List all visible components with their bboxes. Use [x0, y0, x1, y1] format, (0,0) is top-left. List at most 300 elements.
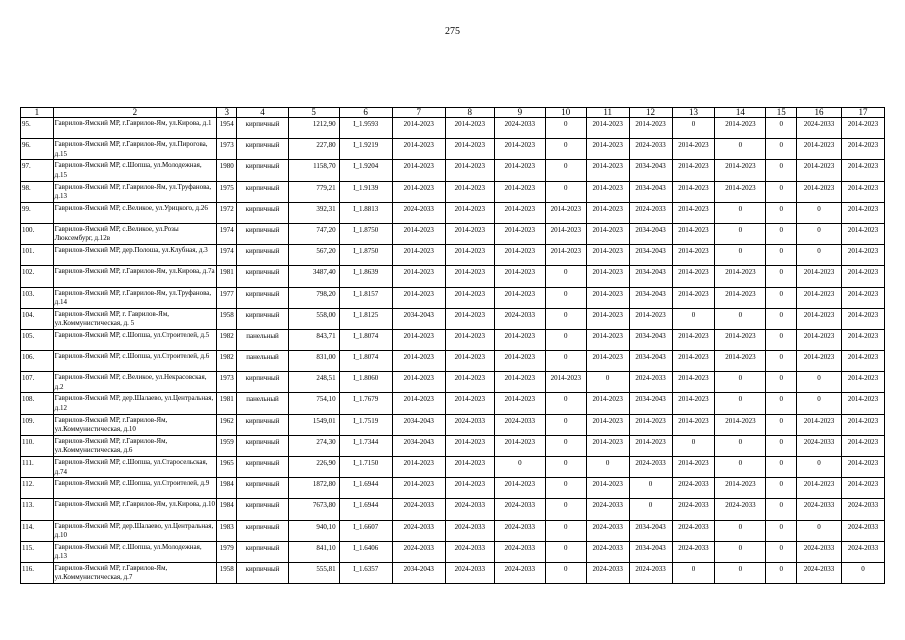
table-cell: Гаврилов-Ямский МР, с.Шопша, ул.Молодежная, д.13 [53, 541, 216, 562]
table-cell: 1962 [217, 414, 237, 435]
table-cell: 1982 [217, 329, 237, 350]
table-cell: кирпичный [237, 308, 288, 329]
table-cell: 2014-2023 [586, 329, 629, 350]
table-cell: Гаврилов-Ямский МР, г.Гаврилов-Ям, ул.Труфанова, д.13 [53, 181, 216, 202]
table-cell: 1982 [217, 351, 237, 372]
table-cell: I_1.7150 [339, 457, 392, 478]
table-cell: 2024-2033 [392, 520, 445, 541]
table-cell: 2024-2033 [629, 457, 672, 478]
table-cell: 2014-2023 [586, 245, 629, 266]
table-cell: 2034-2043 [392, 414, 445, 435]
table-row [21, 435, 885, 456]
table-cell: 2024-2033 [494, 414, 545, 435]
column-header: 7 [392, 108, 445, 118]
table-cell: 2014-2023 [797, 478, 842, 499]
table-cell: 2014-2023 [494, 202, 545, 223]
table-cell: 2014-2023 [392, 478, 445, 499]
table-cell: 1974 [217, 245, 237, 266]
table-cell: 0 [766, 541, 797, 562]
table-cell: 2014-2023 [797, 414, 842, 435]
table-row [21, 160, 885, 181]
table-cell: 2014-2023 [494, 139, 545, 160]
table-cell: 558,00 [288, 308, 339, 329]
table-row [21, 351, 885, 372]
table-cell: 2024-2033 [494, 118, 545, 139]
table-cell: 2024-2033 [586, 562, 629, 583]
table-cell: I_1.7519 [339, 414, 392, 435]
table-cell: I_1.6944 [339, 499, 392, 520]
table-cell: 0 [766, 118, 797, 139]
table-cell: Гаврилов-Ямский МР, с.Шопша, ул.Молодежная, д.15 [53, 160, 216, 181]
table-cell: 97. [21, 160, 54, 181]
table-cell: 841,10 [288, 541, 339, 562]
table-cell: 2014-2023 [445, 160, 494, 181]
table-cell: 0 [545, 351, 586, 372]
table-cell: 2014-2023 [494, 435, 545, 456]
column-header: 5 [288, 108, 339, 118]
table-cell: I_1.8639 [339, 266, 392, 287]
table-cell: I_1.8074 [339, 351, 392, 372]
table-row [21, 223, 885, 244]
column-header: 17 [842, 108, 885, 118]
table-cell: 116. [21, 562, 54, 583]
table-cell: 0 [766, 562, 797, 583]
table-cell: I_1.8125 [339, 308, 392, 329]
table-cell: 0 [766, 372, 797, 393]
table-cell: 2014-2023 [797, 266, 842, 287]
column-header: 16 [797, 108, 842, 118]
table-cell: 1212,90 [288, 118, 339, 139]
table-row [21, 287, 885, 308]
table-cell: 2014-2023 [715, 287, 766, 308]
table-cell: панельный [237, 351, 288, 372]
table-cell: I_1.6406 [339, 541, 392, 562]
table-cell: 2014-2023 [586, 118, 629, 139]
table-cell: панельный [237, 329, 288, 350]
table-cell: 2014-2023 [445, 266, 494, 287]
table-cell: I_1.8813 [339, 202, 392, 223]
table-cell: 2014-2023 [445, 181, 494, 202]
housing-table [20, 107, 885, 584]
table-cell: 2014-2023 [629, 308, 672, 329]
table-cell: 2014-2023 [392, 245, 445, 266]
table-cell: 99. [21, 202, 54, 223]
table-cell: 1972 [217, 202, 237, 223]
table-cell: панельный [237, 393, 288, 414]
table-cell: 2014-2023 [445, 435, 494, 456]
table-cell: 2014-2023 [842, 393, 885, 414]
column-header: 14 [715, 108, 766, 118]
table-cell: 2014-2023 [842, 435, 885, 456]
table-cell: кирпичный [237, 520, 288, 541]
table-cell: 2014-2023 [842, 118, 885, 139]
table-cell: 2014-2023 [445, 478, 494, 499]
table-cell: 2014-2023 [494, 351, 545, 372]
table-cell: 1872,80 [288, 478, 339, 499]
table-cell: кирпичный [237, 541, 288, 562]
table-cell: 2014-2023 [672, 223, 715, 244]
table-cell: 747,20 [288, 223, 339, 244]
table-cell: 0 [766, 245, 797, 266]
table-cell: 2014-2023 [672, 372, 715, 393]
table-row [21, 118, 885, 139]
table-cell: 2014-2023 [586, 308, 629, 329]
table-row [21, 266, 885, 287]
table-cell: 0 [545, 181, 586, 202]
table-cell: 0 [797, 457, 842, 478]
table-cell: 940,10 [288, 520, 339, 541]
table-cell: 2014-2023 [842, 139, 885, 160]
table-cell: Гаврилов-Ямский МР, г.Гаврилов-Ям, ул.Кирова, д.1 [53, 118, 216, 139]
table-cell: 2034-2043 [629, 520, 672, 541]
table-cell: 0 [766, 266, 797, 287]
table-cell: 2014-2023 [842, 202, 885, 223]
table-cell: 1984 [217, 478, 237, 499]
table-cell: 0 [766, 287, 797, 308]
table-cell: 831,00 [288, 351, 339, 372]
table-cell: 0 [545, 160, 586, 181]
table-row [21, 181, 885, 202]
table-cell: Гаврилов-Ямский МР, с.Великое, ул.Урицкого, д.26 [53, 202, 216, 223]
table-cell: 2014-2023 [842, 287, 885, 308]
table-cell: 7673,80 [288, 499, 339, 520]
table-cell: 2014-2023 [842, 478, 885, 499]
table-cell: 2034-2043 [629, 245, 672, 266]
table-cell: 2024-2033 [494, 541, 545, 562]
table-cell: 95. [21, 118, 54, 139]
table-cell: 2024-2033 [797, 541, 842, 562]
table-cell: 2024-2033 [672, 478, 715, 499]
table-cell: 0 [545, 393, 586, 414]
table-cell: 2034-2043 [629, 329, 672, 350]
table-cell: кирпичный [237, 118, 288, 139]
table-cell: 0 [715, 308, 766, 329]
table-cell: 2014-2023 [445, 372, 494, 393]
table-cell: 2014-2023 [797, 160, 842, 181]
table-cell: 2014-2023 [494, 329, 545, 350]
table-cell: 2014-2023 [392, 372, 445, 393]
table-cell: 2014-2023 [545, 202, 586, 223]
table-cell: 2034-2043 [629, 541, 672, 562]
table-cell: 0 [766, 160, 797, 181]
table-cell: кирпичный [237, 435, 288, 456]
table-cell: I_1.8074 [339, 329, 392, 350]
table-cell: Гаврилов-Ямский МР, г. Гаврилов-Ям, ул.Коммунистическая, д. 5 [53, 308, 216, 329]
table-cell: 2014-2023 [672, 393, 715, 414]
table-cell: 101. [21, 245, 54, 266]
table-cell: 2024-2033 [586, 541, 629, 562]
table-cell: 0 [672, 118, 715, 139]
table-cell: 0 [545, 457, 586, 478]
table-row [21, 562, 885, 583]
table-cell: кирпичный [237, 245, 288, 266]
table-cell: I_1.7344 [339, 435, 392, 456]
table-cell: 0 [545, 308, 586, 329]
column-header: 10 [545, 108, 586, 118]
table-cell: 2024-2033 [842, 520, 885, 541]
table-cell: 0 [715, 562, 766, 583]
table-cell: 2014-2023 [445, 118, 494, 139]
table-cell: 274,30 [288, 435, 339, 456]
table-cell: 113. [21, 499, 54, 520]
table-cell: 2014-2023 [672, 287, 715, 308]
table-cell: 555,81 [288, 562, 339, 583]
table-cell: 2024-2033 [797, 118, 842, 139]
table-cell: 1980 [217, 160, 237, 181]
table-cell: 2034-2043 [629, 181, 672, 202]
table-cell: 2014-2023 [445, 139, 494, 160]
table-cell: 0 [715, 372, 766, 393]
table-cell: 0 [797, 245, 842, 266]
table-cell: 2034-2043 [629, 266, 672, 287]
table-cell: 0 [545, 287, 586, 308]
table-cell: 2014-2023 [586, 266, 629, 287]
table-cell: 109. [21, 414, 54, 435]
table-cell: 2014-2023 [586, 478, 629, 499]
table-cell: Гаврилов-Ямский МР, с.Шопша, ул.Строителей, д.5 [53, 329, 216, 350]
table-cell: 2014-2023 [545, 372, 586, 393]
table-cell: 1977 [217, 287, 237, 308]
table-cell: 2024-2033 [629, 202, 672, 223]
table-cell: 0 [766, 414, 797, 435]
table-cell: 2014-2023 [842, 457, 885, 478]
table-row [21, 414, 885, 435]
table-cell: 0 [672, 562, 715, 583]
table-cell: 2014-2023 [629, 118, 672, 139]
table-row [21, 202, 885, 223]
table-cell: 2034-2043 [392, 435, 445, 456]
table-cell: 2014-2023 [842, 223, 885, 244]
table-cell: 2024-2033 [797, 499, 842, 520]
table-cell: 2014-2023 [672, 351, 715, 372]
table-cell: 2034-2043 [392, 562, 445, 583]
table-row [21, 245, 885, 266]
table-cell: 2014-2023 [715, 414, 766, 435]
table-cell: Гаврилов-Ямский МР, с.Шопша, ул.Старосельская, д.74 [53, 457, 216, 478]
table-cell: 2014-2023 [842, 160, 885, 181]
table-cell: I_1.9219 [339, 139, 392, 160]
table-cell: I_1.7679 [339, 393, 392, 414]
table-cell: 0 [672, 435, 715, 456]
table-cell: 2024-2033 [672, 541, 715, 562]
table-cell: 2024-2033 [797, 435, 842, 456]
table-cell: 1981 [217, 266, 237, 287]
table-cell: 103. [21, 287, 54, 308]
table-cell: 2014-2023 [445, 202, 494, 223]
table-cell: 1984 [217, 499, 237, 520]
table-cell: 2014-2023 [494, 160, 545, 181]
table-cell: 111. [21, 457, 54, 478]
table-cell: 1958 [217, 562, 237, 583]
table-cell: 2014-2023 [842, 308, 885, 329]
table-cell: 226,90 [288, 457, 339, 478]
table-cell: 112. [21, 478, 54, 499]
table-cell: 2024-2033 [494, 499, 545, 520]
column-header: 3 [217, 108, 237, 118]
table-cell: 2034-2043 [629, 287, 672, 308]
table-cell: 0 [545, 478, 586, 499]
table-cell: 1959 [217, 435, 237, 456]
table-cell: Гаврилов-Ямский МР, г.Гаврилов-Ям, ул.Коммунистическая, д.6 [53, 435, 216, 456]
table-cell: 2014-2023 [392, 393, 445, 414]
table-cell: 0 [545, 541, 586, 562]
table-cell: 2024-2033 [494, 562, 545, 583]
column-header: 6 [339, 108, 392, 118]
table-cell: 2024-2033 [586, 520, 629, 541]
table-cell: 2014-2023 [586, 287, 629, 308]
table-cell: 2014-2023 [842, 329, 885, 350]
table-row [21, 520, 885, 541]
table-cell: Гаврилов-Ямский МР, дер.Шалаево, ул.Центральная, д.12 [53, 393, 216, 414]
table-cell: 2014-2023 [445, 308, 494, 329]
table-cell: 0 [545, 499, 586, 520]
table-cell: 2014-2023 [445, 245, 494, 266]
table-cell: 2024-2033 [494, 308, 545, 329]
table-cell: 2014-2023 [392, 287, 445, 308]
table-cell: 107. [21, 372, 54, 393]
table-cell: I_1.6607 [339, 520, 392, 541]
table-cell: 2014-2023 [672, 457, 715, 478]
table-cell: 2014-2023 [629, 435, 672, 456]
table-cell: 754,10 [288, 393, 339, 414]
table-cell: 0 [797, 393, 842, 414]
table-cell: 1974 [217, 223, 237, 244]
table-cell: 2014-2023 [672, 329, 715, 350]
table-cell: 0 [629, 478, 672, 499]
table-cell: 0 [766, 435, 797, 456]
table-cell: 2024-2033 [392, 499, 445, 520]
table-cell: 843,71 [288, 329, 339, 350]
table-cell: 2014-2023 [842, 372, 885, 393]
table-cell: 0 [715, 541, 766, 562]
table-cell: кирпичный [237, 202, 288, 223]
table-cell: 2024-2033 [842, 541, 885, 562]
table-cell: 2014-2023 [586, 351, 629, 372]
table-cell: 0 [766, 520, 797, 541]
table-cell: 567,20 [288, 245, 339, 266]
table-cell: 2014-2023 [494, 223, 545, 244]
column-header: 4 [237, 108, 288, 118]
table-cell: 2014-2023 [797, 308, 842, 329]
table-cell: I_1.8750 [339, 245, 392, 266]
table-cell: 0 [797, 372, 842, 393]
table-cell: I_1.6357 [339, 562, 392, 583]
table-cell: I_1.9204 [339, 160, 392, 181]
table-cell: 2014-2023 [494, 266, 545, 287]
table-cell: 392,31 [288, 202, 339, 223]
table-cell: 2014-2023 [392, 457, 445, 478]
table-cell: 2014-2023 [715, 118, 766, 139]
table-cell: I_1.9139 [339, 181, 392, 202]
table-cell: 0 [766, 181, 797, 202]
table-cell: 105. [21, 329, 54, 350]
table-cell: Гаврилов-Ямский МР, г.Гаврилов-Ям, ул.Коммунистическая, д.10 [53, 414, 216, 435]
table-cell: 2014-2023 [494, 181, 545, 202]
table-cell: 0 [766, 351, 797, 372]
table-cell: 2014-2023 [797, 351, 842, 372]
table-cell: 98. [21, 181, 54, 202]
table-cell: Гаврилов-Ямский МР, г.Гаврилов-Ям, ул.Пирогова, д.15 [53, 139, 216, 160]
table-cell: 2014-2023 [586, 139, 629, 160]
column-header: 12 [629, 108, 672, 118]
header-row [21, 108, 885, 118]
table-cell: 2014-2023 [842, 181, 885, 202]
table-cell: 2024-2033 [494, 520, 545, 541]
table-cell: 0 [545, 414, 586, 435]
table-row [21, 372, 885, 393]
table-cell: I_1.6944 [339, 478, 392, 499]
table-cell: 0 [797, 223, 842, 244]
column-header: 2 [53, 108, 216, 118]
table-cell: 2014-2023 [672, 414, 715, 435]
table-cell: 2024-2033 [797, 562, 842, 583]
table-cell: 2014-2023 [797, 139, 842, 160]
table-cell: 1954 [217, 118, 237, 139]
table-cell: 0 [545, 435, 586, 456]
table-cell: 2014-2023 [494, 245, 545, 266]
table-cell: 2014-2023 [672, 160, 715, 181]
table-cell: 2014-2023 [797, 181, 842, 202]
table-cell: 2014-2023 [715, 478, 766, 499]
table-cell: 798,20 [288, 287, 339, 308]
table-cell: 0 [766, 499, 797, 520]
table-cell: 0 [715, 139, 766, 160]
table-cell: Гаврилов-Ямский МР, с.Шопша, ул.Строителей, д.6 [53, 351, 216, 372]
table-cell: кирпичный [237, 562, 288, 583]
table-row [21, 393, 885, 414]
table-cell: кирпичный [237, 287, 288, 308]
table-cell: I_1.8060 [339, 372, 392, 393]
column-header: 11 [586, 108, 629, 118]
table-cell: кирпичный [237, 499, 288, 520]
table-cell: 0 [545, 520, 586, 541]
table-cell: 0 [545, 139, 586, 160]
table-cell: 2014-2023 [586, 435, 629, 456]
table-cell: 114. [21, 520, 54, 541]
table-cell: 0 [766, 139, 797, 160]
table-cell: 2014-2023 [494, 287, 545, 308]
table-cell: кирпичный [237, 478, 288, 499]
table-cell: 2014-2023 [715, 266, 766, 287]
table-cell: 0 [545, 562, 586, 583]
table-cell: 96. [21, 139, 54, 160]
table-cell: 2014-2023 [494, 478, 545, 499]
table-cell: 2014-2023 [494, 372, 545, 393]
table-cell: 2024-2033 [629, 139, 672, 160]
table-cell: 2014-2023 [445, 457, 494, 478]
table-cell: 2014-2023 [797, 329, 842, 350]
table-cell: Гаврилов-Ямский МР, г.Гаврилов-Ям, ул.Коммунистическая, д.7 [53, 562, 216, 583]
table-cell: 100. [21, 223, 54, 244]
table-cell: 0 [672, 308, 715, 329]
table-cell: 2034-2043 [629, 351, 672, 372]
table-cell: 2024-2033 [672, 520, 715, 541]
table-cell: 0 [797, 202, 842, 223]
table-cell: 1979 [217, 541, 237, 562]
table-cell: 2024-2033 [672, 499, 715, 520]
table-cell: 0 [715, 457, 766, 478]
table-cell: 0 [766, 202, 797, 223]
table-cell: 3487,40 [288, 266, 339, 287]
column-header: 9 [494, 108, 545, 118]
table-cell: 2024-2033 [445, 541, 494, 562]
table-cell: 2014-2023 [445, 351, 494, 372]
table-cell: 108. [21, 393, 54, 414]
table-cell: кирпичный [237, 181, 288, 202]
table-cell: 2014-2023 [545, 245, 586, 266]
table-cell: 2014-2023 [715, 181, 766, 202]
table-cell: 0 [766, 308, 797, 329]
